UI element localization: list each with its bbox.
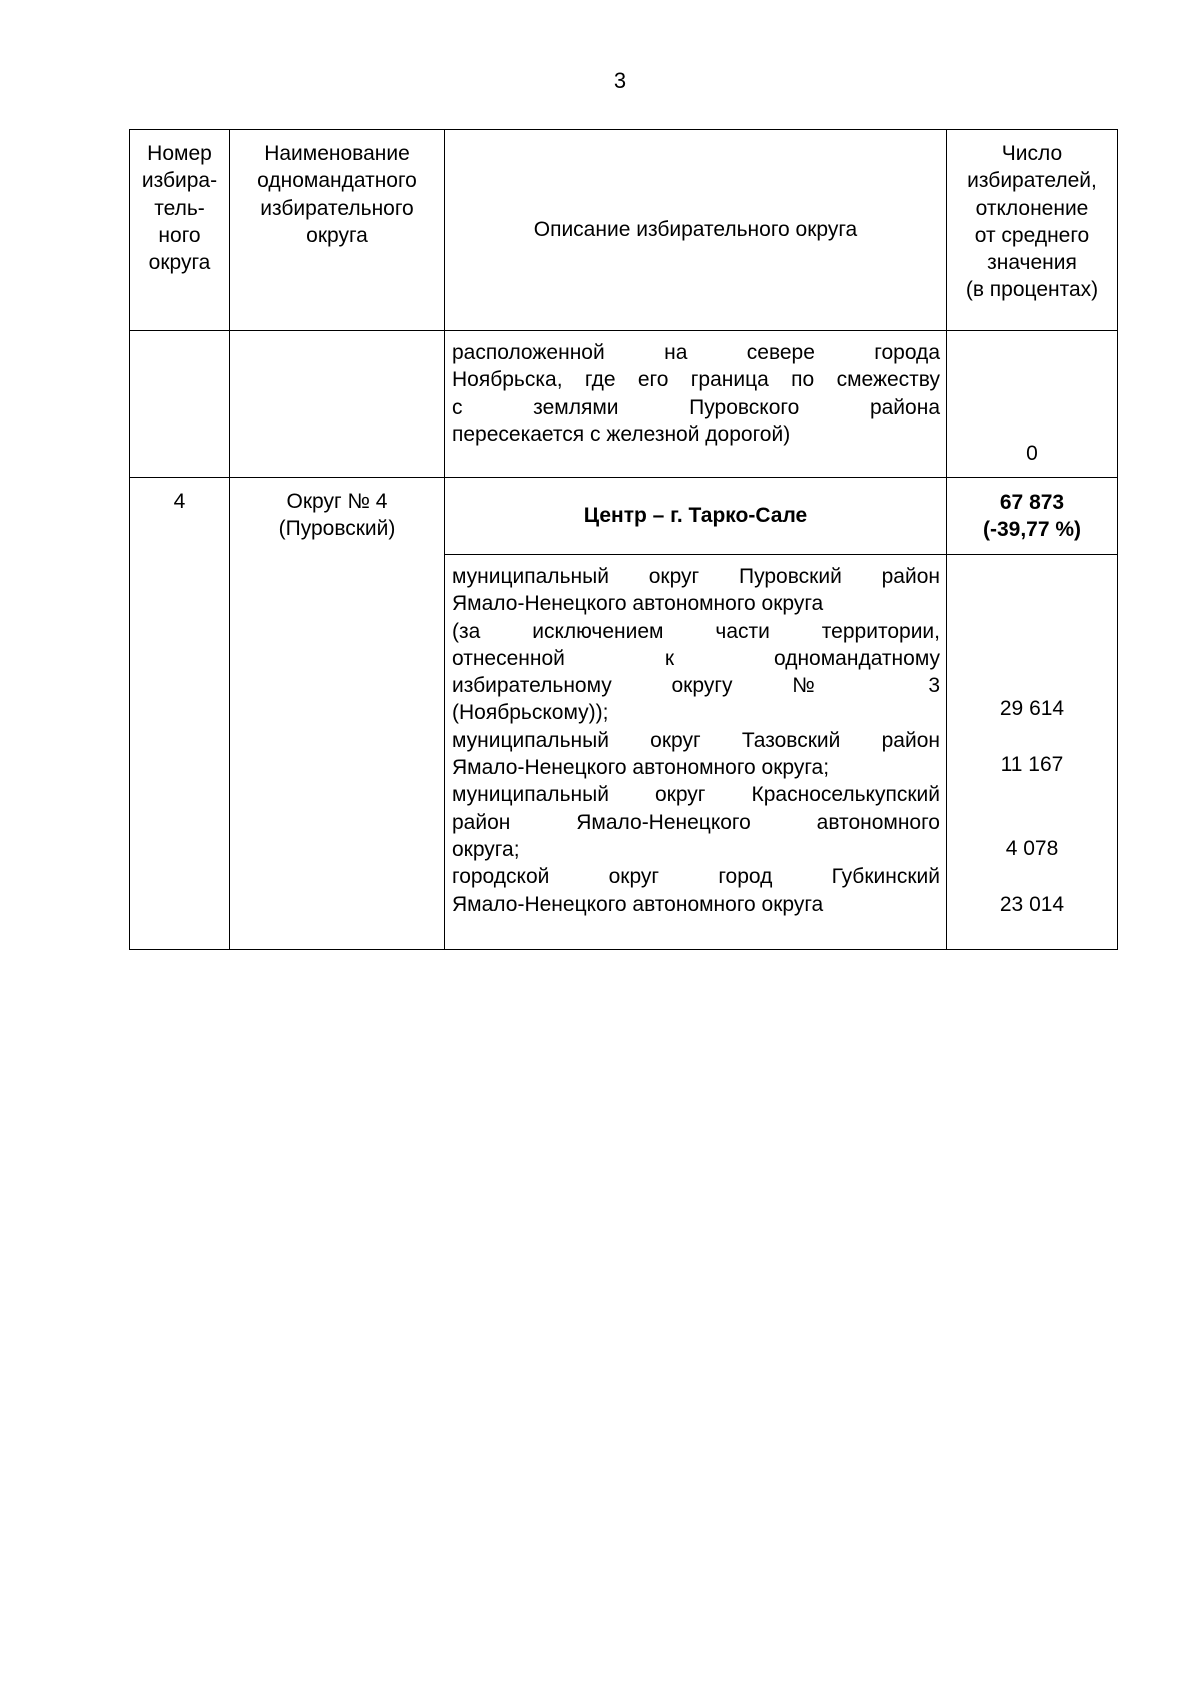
district-name: Округ № 4 (Пуровский) (230, 478, 445, 950)
continuation-voters: 0 (947, 331, 1118, 478)
district-center: Центр – г. Тарко-Сале (445, 478, 947, 555)
empty-cell (230, 331, 445, 478)
continuation-description: расположенной на севере города Ноябрьска, где его граница по смежеству с землями Пуровского района пересекается с железной дорогой) (445, 331, 947, 478)
voter-count: 29 614 (999, 697, 1065, 720)
voter-count: 23 014 (999, 893, 1065, 916)
page-number: 3 (613, 68, 627, 93)
header-name: Наименование одномандатного избирательного округа (230, 130, 445, 331)
districts-table (129, 129, 1118, 950)
header-description: Описание избирательного округа (445, 130, 947, 331)
header-voters: Число избирателей, отклонение от среднего значения (в процентах) (947, 130, 1118, 331)
voter-count: 4 078 (1005, 837, 1059, 860)
empty-cell (130, 331, 230, 478)
table-row (130, 478, 1118, 555)
district-number: 4 (130, 478, 230, 950)
voter-count: 11 167 (1000, 753, 1064, 776)
district-voter-counts (947, 555, 1118, 950)
table-row (130, 331, 1118, 478)
table-header-row (130, 130, 1118, 331)
district-description: муниципальный округ Пуровский район Ямало-Ненецкого автономного округа (за исключением части территории, отнесенной к одномандатному избирательному округу № 3 (Ноябрьскому)); муниципальный округ Тазовский район Ямало-Ненецкого автономного округа; муниципальный округ Красноселькупский район Ямало-Ненецкого автономного округа; городской округ город Губкинский Ямало-Ненецкого автономного округа (445, 555, 947, 950)
header-number: Номер избира- тель- ного округа (130, 130, 230, 331)
district-total: 67 873 (-39,77 %) (947, 478, 1118, 555)
